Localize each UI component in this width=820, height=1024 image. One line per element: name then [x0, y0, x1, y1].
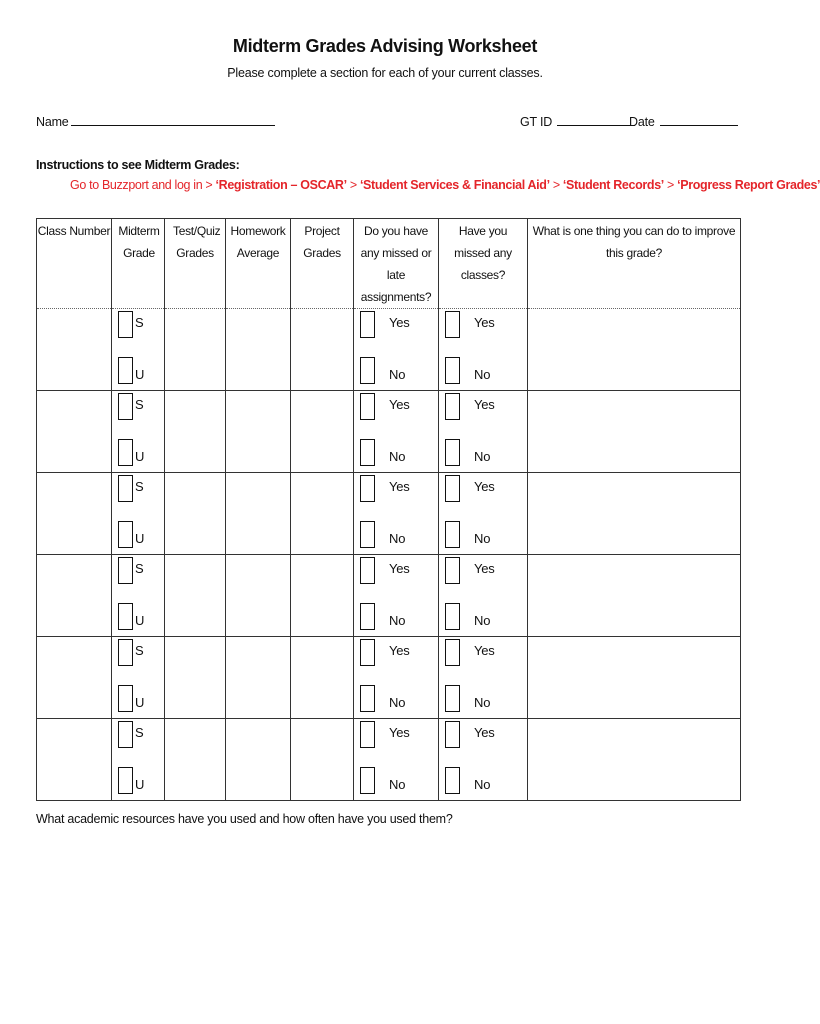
midterm-grade-cell — [112, 309, 165, 391]
gtid-field — [520, 111, 635, 129]
improve-cell[interactable] — [528, 309, 741, 391]
option-label: No — [389, 449, 406, 464]
homework-cell[interactable] — [226, 719, 291, 801]
assignments-yes-option[interactable] — [360, 721, 410, 748]
checkbox[interactable] — [360, 393, 375, 420]
grade-s-option[interactable] — [118, 393, 143, 420]
classes-yes-option[interactable] — [445, 393, 495, 420]
option-label: U — [135, 531, 145, 546]
homework-cell[interactable] — [226, 391, 291, 473]
checkbox[interactable] — [445, 557, 460, 584]
assignments-yes-option[interactable] — [360, 311, 410, 338]
checkbox[interactable] — [360, 357, 375, 384]
option-label: Yes — [474, 479, 495, 494]
option-label: Yes — [389, 561, 410, 576]
checkbox[interactable] — [118, 439, 133, 466]
grade-s-option[interactable] — [118, 557, 143, 584]
option-label: No — [389, 777, 406, 792]
instructions-path — [70, 178, 820, 192]
missed-assignments-cell — [354, 637, 439, 719]
class-number-cell[interactable] — [37, 555, 112, 637]
missed-assignments-cell — [354, 719, 439, 801]
missed-assignments-cell — [354, 391, 439, 473]
gtid-label: GT ID — [520, 115, 553, 129]
option-label: No — [389, 613, 406, 628]
checkbox[interactable] — [360, 685, 375, 712]
date-field — [629, 111, 738, 129]
path-sep: > — [663, 178, 678, 192]
gtid-input-line[interactable] — [557, 111, 635, 126]
grade-u-option[interactable] — [118, 357, 144, 384]
homework-cell[interactable] — [226, 473, 291, 555]
grade-u-option[interactable] — [118, 521, 144, 548]
grade-u-option[interactable] — [118, 685, 144, 712]
midterm-grade-cell — [112, 637, 165, 719]
grade-s-option[interactable] — [118, 721, 143, 748]
missed-assignments-cell — [354, 309, 439, 391]
project-cell[interactable] — [291, 555, 354, 637]
classes-yes-option[interactable] — [445, 311, 495, 338]
checkbox[interactable] — [360, 557, 375, 584]
checkbox[interactable] — [445, 393, 460, 420]
date-label: Date — [629, 115, 655, 129]
improve-cell[interactable] — [528, 391, 741, 473]
table-row — [37, 391, 741, 473]
test-quiz-cell[interactable] — [165, 555, 226, 637]
assignments-no-option[interactable] — [360, 685, 405, 712]
option-label: No — [474, 449, 491, 464]
col-project: Project Grades — [291, 219, 354, 309]
option-label: Yes — [474, 643, 495, 658]
option-label: Yes — [474, 561, 495, 576]
table-row — [37, 637, 741, 719]
project-cell[interactable] — [291, 473, 354, 555]
test-quiz-cell[interactable] — [165, 719, 226, 801]
checkbox[interactable] — [445, 639, 460, 666]
option-label: Yes — [474, 397, 495, 412]
homework-cell[interactable] — [226, 555, 291, 637]
homework-cell[interactable] — [226, 309, 291, 391]
checkbox[interactable] — [445, 521, 460, 548]
name-label: Name — [36, 115, 69, 129]
checkbox[interactable] — [118, 685, 133, 712]
missed-classes-cell — [439, 391, 528, 473]
option-label: No — [474, 695, 491, 710]
checkbox[interactable] — [118, 357, 133, 384]
grade-s-option[interactable] — [118, 639, 143, 666]
class-number-cell[interactable] — [37, 391, 112, 473]
name-input-line[interactable] — [71, 111, 275, 126]
classes-no-option[interactable] — [445, 439, 490, 466]
checkbox[interactable] — [360, 521, 375, 548]
assignments-no-option[interactable] — [360, 357, 405, 384]
col-missed-classes: Have you missed any classes? — [439, 219, 528, 309]
checkbox[interactable] — [445, 767, 460, 794]
page-subtitle: Please complete a section for each of your current classes. — [227, 66, 543, 80]
project-cell[interactable] — [291, 309, 354, 391]
col-improve: What is one thing you can do to improve this grade? — [528, 219, 741, 309]
option-label: Yes — [389, 643, 410, 658]
checkbox[interactable] — [360, 767, 375, 794]
col-homework: Homework Average — [226, 219, 291, 309]
missed-assignments-cell — [354, 555, 439, 637]
path-step-student-records: ‘Student Records’ — [562, 178, 664, 192]
classes-yes-option[interactable] — [445, 639, 495, 666]
option-label: Yes — [389, 397, 410, 412]
assignments-yes-option[interactable] — [360, 475, 410, 502]
midterm-grade-cell — [112, 719, 165, 801]
date-input-line[interactable] — [660, 111, 738, 126]
assignments-yes-option[interactable] — [360, 393, 410, 420]
assignments-no-option[interactable] — [360, 603, 405, 630]
improve-cell[interactable] — [528, 473, 741, 555]
option-label: S — [135, 479, 144, 494]
checkbox[interactable] — [360, 311, 375, 338]
assignments-no-option[interactable] — [360, 439, 405, 466]
classes-no-option[interactable] — [445, 521, 490, 548]
test-quiz-cell[interactable] — [165, 637, 226, 719]
option-label: Yes — [389, 479, 410, 494]
missed-classes-cell — [439, 309, 528, 391]
classes-no-option[interactable] — [445, 767, 490, 794]
option-label: S — [135, 725, 144, 740]
checkbox[interactable] — [445, 685, 460, 712]
missed-assignments-cell — [354, 473, 439, 555]
checkbox[interactable] — [445, 357, 460, 384]
missed-classes-cell — [439, 555, 528, 637]
classes-no-option[interactable] — [445, 685, 490, 712]
classes-no-option[interactable] — [445, 603, 490, 630]
col-midterm-grade: Midterm Grade — [112, 219, 165, 309]
class-number-cell[interactable] — [37, 719, 112, 801]
table-row — [37, 309, 741, 391]
test-quiz-cell[interactable] — [165, 473, 226, 555]
midterm-grade-cell — [112, 555, 165, 637]
midterm-grade-cell — [112, 473, 165, 555]
option-label: S — [135, 397, 144, 412]
checkbox[interactable] — [445, 721, 460, 748]
test-quiz-cell[interactable] — [165, 391, 226, 473]
option-label: Yes — [474, 315, 495, 330]
checkbox[interactable] — [360, 603, 375, 630]
option-label: U — [135, 449, 145, 464]
class-number-cell[interactable] — [37, 309, 112, 391]
grade-u-option[interactable] — [118, 439, 144, 466]
option-label: No — [389, 367, 406, 382]
class-number-cell[interactable] — [37, 637, 112, 719]
page-title: Midterm Grades Advising Worksheet — [232, 36, 538, 56]
checkbox[interactable] — [445, 603, 460, 630]
grades-table — [36, 218, 741, 801]
class-number-cell[interactable] — [37, 473, 112, 555]
option-label: No — [389, 531, 406, 546]
checkbox[interactable] — [360, 721, 375, 748]
table-row — [37, 473, 741, 555]
option-label: S — [135, 561, 144, 576]
improve-cell[interactable] — [528, 719, 741, 801]
improve-cell[interactable] — [528, 637, 741, 719]
option-label: No — [474, 777, 491, 792]
checkbox[interactable] — [360, 475, 375, 502]
checkbox[interactable] — [445, 475, 460, 502]
option-label: Yes — [389, 725, 410, 740]
checkbox[interactable] — [445, 311, 460, 338]
classes-yes-option[interactable] — [445, 721, 495, 748]
checkbox[interactable] — [118, 557, 133, 584]
checkbox[interactable] — [445, 439, 460, 466]
checkbox[interactable] — [118, 767, 133, 794]
table-row — [37, 555, 741, 637]
project-cell[interactable] — [291, 719, 354, 801]
option-label: No — [474, 531, 491, 546]
option-label: U — [135, 695, 145, 710]
option-label: U — [135, 777, 145, 792]
checkbox[interactable] — [118, 721, 133, 748]
grade-s-option[interactable] — [118, 311, 143, 338]
col-missed-assignments: Do you have any missed or late assignments? — [354, 219, 439, 309]
path-step-progress-report: ‘Progress Report Grades’ — [677, 178, 820, 192]
option-label: S — [135, 315, 144, 330]
option-label: No — [389, 695, 406, 710]
checkbox[interactable] — [118, 603, 133, 630]
table-header-row — [37, 219, 741, 309]
resources-question: What academic resources have you used and how often have you used them? — [36, 812, 453, 826]
grade-u-option[interactable] — [118, 767, 144, 794]
assignments-no-option[interactable] — [360, 521, 405, 548]
classes-no-option[interactable] — [445, 357, 490, 384]
checkbox[interactable] — [118, 311, 133, 338]
checkbox[interactable] — [118, 521, 133, 548]
table-row — [37, 719, 741, 801]
assignments-yes-option[interactable] — [360, 639, 410, 666]
checkbox[interactable] — [118, 639, 133, 666]
project-cell[interactable] — [291, 637, 354, 719]
test-quiz-cell[interactable] — [165, 309, 226, 391]
path-lead: Go to Buzzport and log in > — [70, 178, 216, 192]
option-label: S — [135, 643, 144, 658]
project-cell[interactable] — [291, 391, 354, 473]
option-label: Yes — [474, 725, 495, 740]
path-sep: > — [549, 178, 563, 192]
assignments-yes-option[interactable] — [360, 557, 410, 584]
option-label: No — [474, 613, 491, 628]
checkbox[interactable] — [118, 393, 133, 420]
checkbox[interactable] — [360, 439, 375, 466]
path-step-registration: ‘Registration – OSCAR’ — [215, 178, 347, 192]
checkbox[interactable] — [118, 475, 133, 502]
assignments-no-option[interactable] — [360, 767, 405, 794]
option-label: U — [135, 613, 145, 628]
midterm-grade-cell — [112, 391, 165, 473]
option-label: No — [474, 367, 491, 382]
col-test-quiz: Test/Quiz Grades — [165, 219, 226, 309]
path-step-student-services: ‘Student Services & Financial Aid’ — [359, 178, 550, 192]
checkbox[interactable] — [360, 639, 375, 666]
instructions-title: Instructions to see Midterm Grades: — [36, 158, 240, 172]
option-label: U — [135, 367, 145, 382]
homework-cell[interactable] — [226, 637, 291, 719]
classes-yes-option[interactable] — [445, 557, 495, 584]
grade-u-option[interactable] — [118, 603, 144, 630]
name-field — [36, 111, 275, 129]
grade-s-option[interactable] — [118, 475, 143, 502]
classes-yes-option[interactable] — [445, 475, 495, 502]
improve-cell[interactable] — [528, 555, 741, 637]
col-class-number: Class Number — [37, 219, 112, 309]
missed-classes-cell — [439, 719, 528, 801]
missed-classes-cell — [439, 637, 528, 719]
path-sep: > — [346, 178, 360, 192]
option-label: Yes — [389, 315, 410, 330]
missed-classes-cell — [439, 473, 528, 555]
